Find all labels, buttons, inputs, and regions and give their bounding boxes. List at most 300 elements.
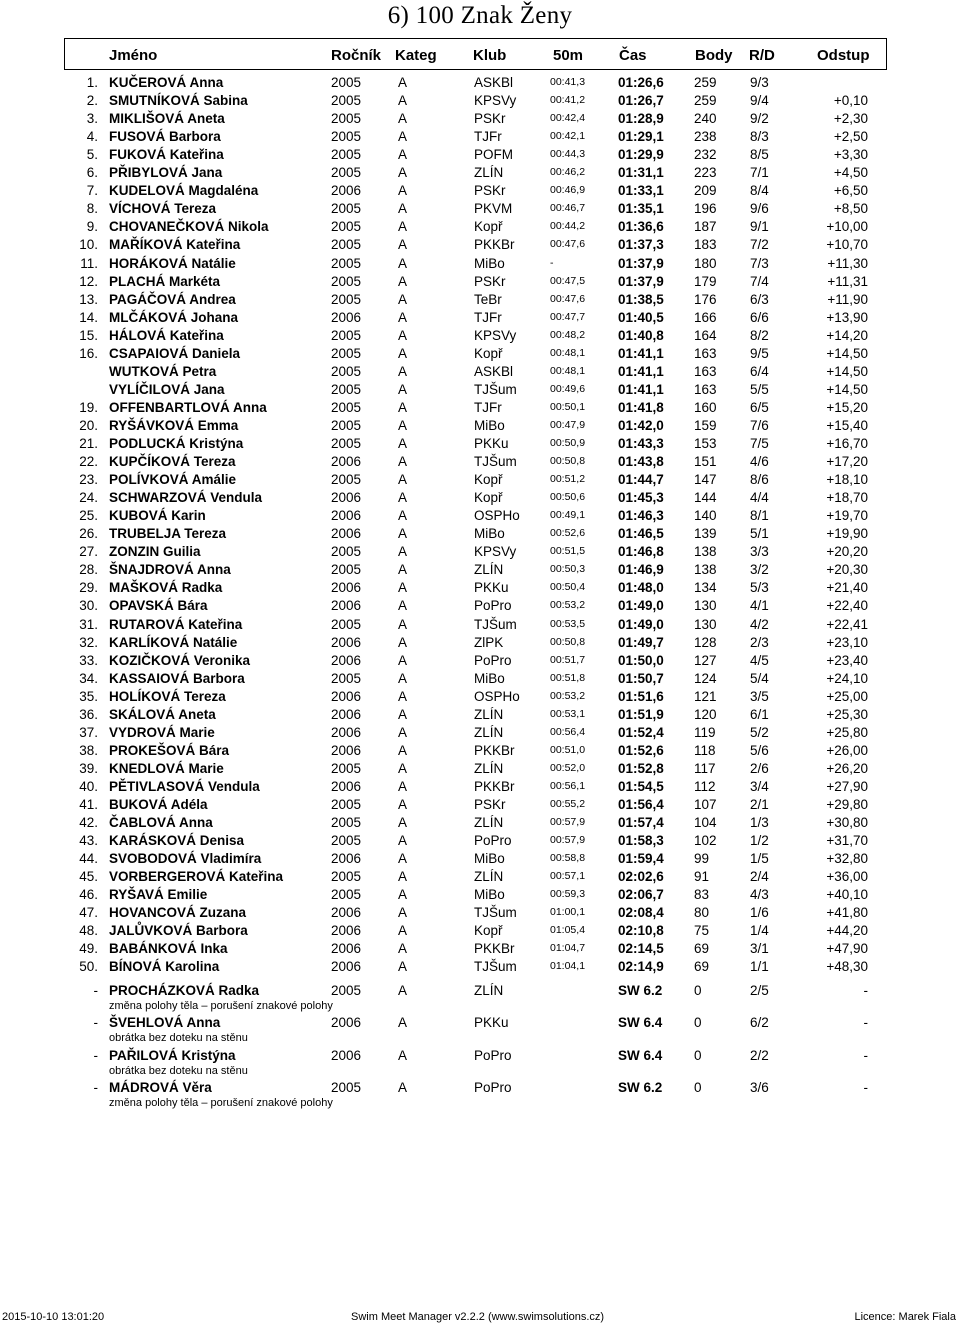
final-time: 01:52,6 — [618, 742, 664, 758]
time-gap: +10,00 — [826, 219, 868, 235]
table-row — [0, 128, 960, 146]
swimmer-name: KNEDLOVÁ Marie — [109, 760, 224, 776]
points: 183 — [694, 237, 717, 253]
club-name: ASKBl — [474, 75, 514, 90]
category: A — [398, 778, 408, 794]
points: 104 — [694, 815, 717, 831]
heat-lane: 1/4 — [750, 923, 769, 939]
birth-year: 2006 — [331, 778, 362, 794]
category: A — [398, 201, 408, 217]
birth-year: 2006 — [331, 941, 362, 957]
time-gap: +6,50 — [833, 183, 868, 199]
birth-year: 2005 — [331, 327, 362, 343]
birth-year: 2005 — [331, 887, 362, 903]
heat-lane: 5/3 — [750, 580, 769, 596]
points: 127 — [694, 652, 717, 668]
club-name: PKKu — [474, 436, 509, 451]
club-name: TJFr — [474, 399, 502, 415]
rank-cell: 44. — [79, 851, 98, 867]
time-gap: +2,30 — [833, 111, 868, 127]
category: A — [398, 147, 408, 163]
club-name: ZLÍN — [474, 983, 504, 998]
time-gap: +25,00 — [826, 688, 868, 704]
points: 163 — [694, 345, 717, 361]
heat-lane: 9/4 — [750, 93, 769, 109]
split-time: 00:46,7 — [550, 202, 586, 215]
birth-year: 2006 — [331, 580, 362, 596]
points: 134 — [694, 580, 717, 596]
birth-year: 2006 — [331, 1015, 362, 1031]
rank-cell: 33. — [79, 652, 98, 668]
swimmer-name: RYŠAVÁ Emilie — [109, 887, 208, 903]
heat-lane: 6/1 — [750, 706, 769, 722]
heat-lane: 2/5 — [750, 983, 769, 998]
points: 163 — [694, 381, 717, 397]
birth-year: 2006 — [331, 959, 362, 975]
heat-lane: 7/4 — [750, 273, 769, 289]
birth-year: 2005 — [331, 815, 362, 831]
heat-lane: 2/2 — [750, 1047, 769, 1063]
birth-year: 2005 — [331, 472, 362, 488]
split-time: 00:42,1 — [550, 130, 586, 143]
table-row — [0, 543, 960, 561]
club-name: Kopř — [474, 923, 503, 939]
time-gap: +11,30 — [827, 255, 868, 271]
club-name: PSKr — [474, 273, 506, 289]
heat-lane: 9/2 — [750, 111, 769, 127]
heat-lane: 8/6 — [750, 472, 769, 488]
points: 159 — [694, 417, 717, 433]
club-name: PSKr — [474, 797, 506, 812]
heat-lane: 8/5 — [750, 147, 769, 163]
category: A — [398, 1047, 408, 1063]
heat-lane: 2/6 — [750, 760, 769, 776]
swimmer-name: KUBOVÁ Karin — [109, 508, 206, 524]
final-time: 01:31,1 — [618, 165, 664, 181]
heat-lane: 4/4 — [750, 490, 769, 506]
final-time: 01:50,7 — [618, 670, 664, 686]
time-gap: +44,20 — [826, 923, 868, 939]
time-gap: +13,90 — [826, 309, 868, 325]
time-gap: +24,10 — [826, 670, 868, 686]
club-name: PKKu — [474, 580, 509, 596]
time-gap: - — [863, 1047, 868, 1063]
category: A — [398, 454, 408, 470]
birth-year: 2006 — [331, 724, 362, 740]
club-name: PKKu — [474, 1015, 509, 1031]
swimmer-name: BÍNOVÁ Karolina — [109, 959, 220, 975]
heat-lane: 4/3 — [750, 887, 769, 903]
club-name: KPSVy — [474, 93, 517, 109]
final-time: 01:51,9 — [618, 706, 664, 722]
category: A — [398, 345, 408, 361]
club-name: Kopř — [474, 219, 503, 235]
split-time: 00:50,6 — [550, 491, 586, 504]
birth-year: 2005 — [331, 670, 362, 686]
swimmer-name: HORÁKOVÁ Natálie — [109, 255, 236, 271]
table-row — [0, 345, 960, 363]
time-gap: +20,20 — [826, 544, 868, 560]
club-name: OSPHo — [474, 508, 520, 524]
split-time: 00:44,2 — [550, 220, 586, 233]
final-time: 01:36,6 — [618, 219, 664, 235]
swimmer-name: FUKOVÁ Kateřina — [109, 147, 224, 163]
final-time: 01:40,5 — [618, 309, 664, 325]
swimmer-name: ČABLOVÁ Anna — [109, 815, 213, 831]
heat-lane: 9/6 — [750, 201, 769, 217]
time-gap: +25,80 — [826, 724, 868, 740]
split-time: 00:51,8 — [550, 671, 586, 684]
birth-year: 2005 — [331, 616, 362, 632]
heat-lane: 4/1 — [750, 598, 769, 614]
rank-cell: 41. — [79, 797, 98, 812]
swimmer-name: MAŘÍKOVÁ Kateřina — [109, 237, 241, 253]
category: A — [398, 923, 408, 939]
category: A — [398, 562, 408, 578]
split-time: 00:56,4 — [550, 725, 586, 738]
birth-year: 2005 — [331, 201, 362, 217]
club-name: TJŠum — [474, 905, 517, 921]
rank-cell: - — [93, 1047, 98, 1063]
category: A — [398, 327, 408, 343]
footer-datetime: 2015-10-10 13:01:20 — [2, 1311, 105, 1323]
final-time: 01:43,3 — [618, 436, 664, 451]
table-row — [0, 525, 960, 543]
split-time: 00:59,3 — [550, 888, 586, 901]
category: A — [398, 291, 408, 307]
final-time: 02:02,6 — [618, 869, 664, 885]
time-gap: +17,20 — [826, 454, 868, 470]
points: 119 — [694, 724, 716, 740]
birth-year: 2005 — [331, 399, 362, 415]
category: A — [398, 941, 408, 957]
points: 223 — [694, 165, 717, 181]
table-row — [0, 453, 960, 471]
time-gap: +14,50 — [826, 363, 868, 379]
club-name: TeBr — [474, 291, 502, 307]
heat-lane: 6/4 — [750, 363, 769, 379]
club-name: MiBo — [474, 417, 505, 433]
final-time: 01:52,4 — [618, 724, 664, 740]
birth-year: 2005 — [331, 291, 362, 307]
swimmer-name: PAŘILOVÁ Kristýna — [109, 1047, 236, 1063]
points: 240 — [694, 111, 717, 127]
time-gap: +31,70 — [826, 833, 868, 849]
birth-year: 2005 — [331, 147, 362, 163]
split-time: 00:46,9 — [550, 184, 586, 197]
birth-year: 2005 — [331, 797, 362, 812]
table-row — [0, 597, 960, 615]
swimmer-name: OPAVSKÁ Bára — [109, 598, 208, 614]
club-name: MiBo — [474, 526, 505, 542]
final-time: 01:52,8 — [618, 760, 664, 776]
heat-lane: 4/6 — [750, 454, 769, 470]
time-gap: +32,80 — [826, 851, 868, 867]
swimmer-name: HOVANCOVÁ Zuzana — [109, 905, 247, 921]
time-gap: +21,40 — [826, 580, 868, 596]
points: 138 — [694, 544, 717, 560]
split-time: - — [550, 256, 554, 269]
split-time: 00:47,9 — [550, 418, 586, 431]
heat-lane: 5/6 — [750, 742, 769, 758]
category: A — [398, 1015, 408, 1031]
points: 0 — [694, 1079, 702, 1095]
club-name: TJFr — [474, 129, 502, 145]
table-row — [0, 940, 960, 958]
time-gap: +23,40 — [826, 652, 868, 668]
birth-year: 2005 — [331, 562, 362, 578]
points: 69 — [694, 959, 710, 975]
category: A — [398, 869, 408, 885]
rank-cell: 32. — [79, 634, 98, 650]
time-gap: +19,70 — [826, 508, 868, 524]
birth-year: 2006 — [331, 454, 362, 470]
swimmer-name: ŠVEHLOVÁ Anna — [109, 1015, 221, 1031]
rank-cell: 23. — [79, 472, 98, 488]
points: 107 — [694, 797, 717, 812]
split-time: 00:47,6 — [550, 238, 586, 251]
category: A — [398, 508, 408, 524]
club-name: MiBo — [474, 887, 505, 903]
swimmer-name: MLČÁKOVÁ Johana — [109, 309, 239, 325]
swimmer-name: PLACHÁ Markéta — [109, 273, 221, 289]
category: A — [398, 273, 408, 289]
swimmer-name: MÁDROVÁ Věra — [109, 1079, 212, 1095]
time-gap: +20,30 — [826, 562, 868, 578]
dq-reason: obrátka bez doteku na stěnu — [109, 1064, 248, 1077]
category: A — [398, 111, 408, 127]
swimmer-name: SKÁLOVÁ Aneta — [109, 706, 216, 722]
final-time: 01:54,5 — [618, 778, 664, 794]
heat-lane: 6/6 — [750, 309, 769, 325]
rank-cell: - — [93, 1079, 98, 1095]
final-time: 01:37,3 — [618, 237, 664, 253]
points: 259 — [694, 75, 717, 90]
table-row — [0, 507, 960, 525]
split-time: 00:48,2 — [550, 328, 586, 341]
split-time: 00:56,1 — [550, 779, 586, 792]
category: A — [398, 815, 408, 831]
split-time: 00:57,9 — [550, 816, 586, 829]
club-name: OSPHo — [474, 688, 520, 704]
time-gap: - — [863, 1015, 868, 1031]
rank-cell: 40. — [79, 778, 98, 794]
split-time: 00:51,5 — [550, 545, 586, 558]
final-time: 01:41,1 — [618, 345, 664, 361]
heat-lane: 3/1 — [750, 941, 769, 957]
category: A — [398, 472, 408, 488]
swimmer-name: VYLÍČILOVÁ Jana — [109, 381, 225, 397]
birth-year: 2005 — [331, 363, 362, 379]
table-row — [0, 273, 960, 291]
category: A — [398, 598, 408, 614]
category: A — [398, 183, 408, 199]
table-row — [0, 724, 960, 742]
club-name: PSKr — [474, 111, 506, 127]
final-time: 01:49,7 — [618, 634, 664, 650]
club-name: PKKBr — [474, 778, 515, 794]
time-gap: +27,90 — [826, 778, 868, 794]
table-row — [0, 92, 960, 110]
club-name: TJŠum — [474, 381, 517, 397]
club-name: MiBo — [474, 851, 505, 867]
split-time: 00:50,8 — [550, 455, 586, 468]
table-header — [64, 38, 887, 70]
birth-year: 2005 — [331, 833, 362, 849]
footer-software: Swim Meet Manager v2.2.2 (www.swimsolutions.cz) — [351, 1311, 605, 1323]
birth-year: 2005 — [331, 436, 362, 451]
birth-year: 2006 — [331, 1047, 362, 1063]
time-gap: +18,70 — [826, 490, 868, 506]
swimmer-name: OFFENBARTLOVÁ Anna — [109, 399, 267, 415]
birth-year: 2006 — [331, 851, 362, 867]
final-time: 01:29,9 — [618, 147, 664, 163]
heat-lane: 3/6 — [750, 1079, 769, 1095]
swimmer-name: RYŠÁVKOVÁ Emma — [109, 417, 239, 433]
club-name: PoPro — [474, 1079, 512, 1095]
swimmer-name: CHOVANEČKOVÁ Nikola — [109, 219, 269, 235]
category: A — [398, 742, 408, 758]
points: 75 — [694, 923, 710, 939]
category: A — [398, 887, 408, 903]
category: A — [398, 490, 408, 506]
category: A — [398, 165, 408, 181]
points: 128 — [694, 634, 717, 650]
time-gap: +4,50 — [833, 165, 868, 181]
header-split: 50m — [553, 47, 584, 64]
birth-year: 2006 — [331, 652, 362, 668]
split-time: 00:47,7 — [550, 310, 586, 323]
birth-year: 2005 — [331, 345, 362, 361]
final-time: 02:06,7 — [618, 887, 664, 903]
rank-cell: 10. — [79, 237, 98, 253]
header-time: Čas — [619, 47, 647, 64]
category: A — [398, 399, 408, 415]
final-time: 01:26,7 — [618, 93, 664, 109]
table-row — [0, 814, 960, 832]
final-time: 02:10,8 — [618, 923, 664, 939]
club-name: KPSVy — [474, 327, 517, 343]
final-time: 01:48,0 — [618, 580, 664, 596]
rank-cell: 30. — [79, 598, 98, 614]
split-time: 00:48,1 — [550, 364, 586, 377]
points: 151 — [694, 454, 717, 470]
split-time: 00:50,1 — [550, 400, 586, 413]
birth-year: 2005 — [331, 75, 362, 90]
birth-year: 2005 — [331, 417, 362, 433]
birth-year: 2006 — [331, 634, 362, 650]
header-points: Body — [695, 47, 733, 64]
club-name: PoPro — [474, 833, 512, 849]
points: 91 — [694, 869, 710, 885]
table-row — [0, 579, 960, 597]
club-name: PKVM — [474, 201, 513, 217]
split-time: 00:52,0 — [550, 761, 586, 774]
table-row — [0, 291, 960, 309]
split-time: 00:51,2 — [550, 473, 586, 486]
final-time: 01:57,4 — [618, 815, 664, 831]
birth-year: 2006 — [331, 688, 362, 704]
table-row — [0, 146, 960, 164]
swimmer-name: KUDELOVÁ Magdaléna — [109, 183, 259, 199]
swimmer-name: TRUBELJA Tereza — [109, 526, 227, 542]
birth-year: 2006 — [331, 598, 362, 614]
dq-row — [0, 1079, 960, 1097]
points: 259 — [694, 93, 717, 109]
points: 130 — [694, 598, 717, 614]
points: 187 — [694, 219, 717, 235]
points: 118 — [694, 742, 716, 758]
heat-lane: 5/2 — [750, 724, 769, 740]
birth-year: 2006 — [331, 526, 362, 542]
split-time: 00:41,3 — [550, 76, 586, 88]
club-name: KPSVy — [474, 544, 517, 560]
swimmer-name: RUTAROVÁ Kateřina — [109, 616, 243, 632]
points: 209 — [694, 183, 717, 199]
rank-cell: 48. — [79, 923, 98, 939]
table-row — [0, 688, 960, 706]
swimmer-name: SCHWARZOVÁ Vendula — [109, 490, 263, 506]
time-gap: +14,50 — [826, 345, 868, 361]
heat-lane: 8/2 — [750, 327, 769, 343]
heat-lane: 1/3 — [750, 815, 769, 831]
table-row — [0, 868, 960, 886]
rank-cell: 16. — [79, 345, 98, 361]
swimmer-name: PODLUCKÁ Kristýna — [109, 436, 244, 451]
split-time: 01:05,4 — [550, 924, 586, 937]
swimmer-name: KARLÍKOVÁ Natálie — [109, 634, 238, 650]
final-time: 01:46,3 — [618, 508, 664, 524]
dq-code: SW 6.4 — [618, 1015, 663, 1031]
heat-lane: 6/3 — [750, 291, 769, 307]
table-row — [0, 255, 960, 273]
category: A — [398, 309, 408, 325]
header-club: Klub — [473, 47, 507, 64]
time-gap: - — [863, 983, 868, 998]
time-gap: +40,10 — [826, 887, 868, 903]
time-gap: +11,31 — [827, 273, 868, 289]
swimmer-name: KASSAIOVÁ Barbora — [109, 670, 245, 686]
points: 120 — [694, 706, 717, 722]
category: A — [398, 760, 408, 776]
final-time: 01:37,9 — [618, 255, 664, 271]
swimmer-name: ŠNAJDROVÁ Anna — [109, 562, 231, 578]
table-row — [0, 182, 960, 200]
table-row — [0, 399, 960, 417]
swimmer-name: VYDROVÁ Marie — [109, 724, 215, 740]
points: 83 — [694, 887, 710, 903]
category: A — [398, 983, 408, 998]
club-name: ZlPK — [474, 634, 504, 650]
heat-lane: 1/6 — [750, 905, 769, 921]
club-name: ZLÍN — [474, 165, 504, 181]
split-time: 00:53,5 — [550, 617, 586, 630]
category: A — [398, 417, 408, 433]
points: 102 — [694, 833, 717, 849]
category: A — [398, 797, 408, 812]
final-time: 01:56,4 — [618, 797, 664, 812]
points: 232 — [694, 147, 717, 163]
table-row — [0, 489, 960, 507]
rank-cell: 22. — [79, 454, 98, 470]
heat-lane: 7/6 — [750, 417, 769, 433]
time-gap: +29,80 — [826, 797, 868, 812]
rank-cell: 42. — [79, 815, 98, 831]
swimmer-name: MIKLIŠOVÁ Aneta — [109, 111, 225, 127]
rank-cell: 5. — [86, 147, 98, 163]
swimmer-name: VORBERGEROVÁ Kateřina — [109, 869, 284, 885]
time-gap: +15,40 — [826, 417, 868, 433]
